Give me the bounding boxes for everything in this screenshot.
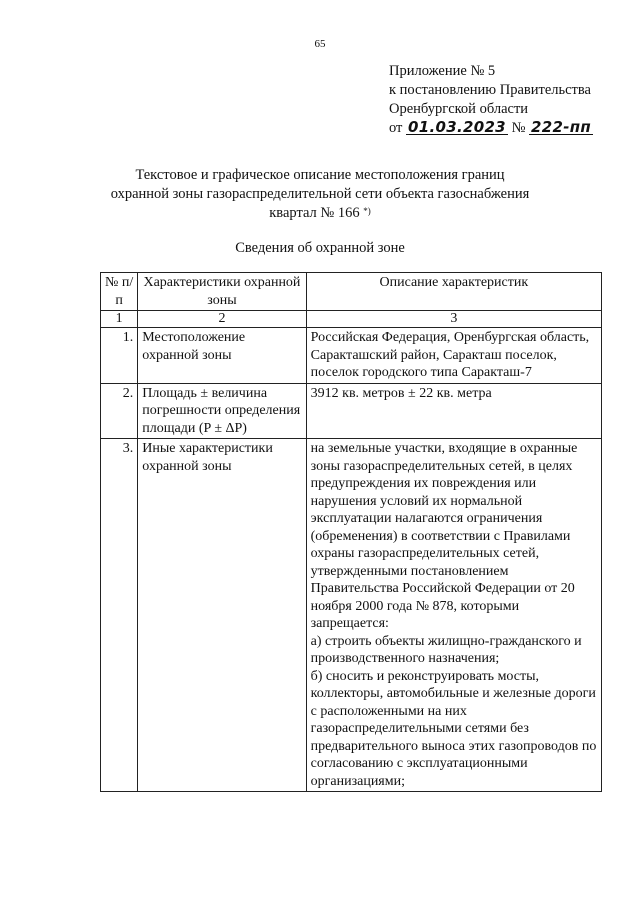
title-quarter: квартал № 166 — [269, 205, 360, 221]
row-number: 3. — [101, 439, 138, 792]
table-row — [101, 439, 602, 792]
header-number: № п/п — [101, 273, 138, 311]
row-characteristic: Иные характеристики охранной зоны — [138, 439, 306, 792]
handwritten-number: 222-пп — [531, 118, 592, 136]
table-header-row — [101, 273, 602, 311]
index-cell: 2 — [138, 311, 306, 328]
appendix-line-3: Оренбургской области — [389, 101, 529, 117]
title-line-2: охранной зоны газораспределительной сети объекта газоснабжения — [110, 186, 530, 202]
index-cell: 1 — [101, 311, 138, 328]
footnote-mark: *) — [363, 206, 371, 216]
section-subtitle: Сведения об охранной зоне — [235, 240, 405, 256]
appendix-line-2: к постановлению Правительства — [389, 82, 591, 98]
appendix-block — [389, 62, 629, 138]
description-item-a: а) строить объекты жилищно-гражданского и производственного назначения; — [310, 633, 582, 666]
header-characteristics: Характеристики охранной зоны — [138, 273, 306, 311]
zone-table — [100, 272, 602, 792]
document-title — [0, 166, 640, 223]
row-number: 1. — [101, 328, 138, 384]
description-intro: на земельные участки, входящие в охранные зоны газораспределительных сетей, в целях предупреждения их повреждения или нарушения условий их нормальной эксплуатации налагаются ограничения (обременения) в соответствии с Правилами охраны газораспределительных сетей, утвержденными постановлением Правительства Российской Федерации от 20 ноября 2000 года № 878, которыми запрещается: — [310, 441, 578, 631]
index-cell: 3 — [306, 311, 601, 328]
header-description: Описание характеристик — [306, 273, 601, 311]
number-prefix: № — [511, 120, 526, 136]
row-description: 3912 кв. метров ± 22 кв. метра — [306, 383, 601, 439]
row-description: Российская Федерация, Оренбургская область, Саракташский район, Саракташ поселок, поселок городского типа Саракташ-7 — [306, 328, 601, 384]
table-row — [101, 328, 602, 384]
row-description — [306, 439, 601, 792]
handwritten-date: 01.03.2023 — [408, 118, 506, 136]
description-item-b: б) сносить и реконструировать мосты, коллекторы, автомобильные и железные дороги с расположенными на них газораспределительными сетями без предварительного выноса этих газопроводов по согласованию с эксплуатационными организациями; — [310, 668, 597, 789]
page-number: 65 — [314, 38, 326, 50]
date-prefix: от — [389, 120, 403, 136]
table-row — [101, 383, 602, 439]
table-index-row — [101, 311, 602, 328]
row-number: 2. — [101, 383, 138, 439]
row-characteristic: Площадь ± величина погрешности определения площади (P ± ΔP) — [138, 383, 306, 439]
appendix-date-line — [389, 119, 629, 138]
title-line-3 — [0, 204, 640, 223]
appendix-title: Приложение № 5 — [389, 63, 496, 79]
row-characteristic: Местоположение охранной зоны — [138, 328, 306, 384]
title-line-1: Текстовое и графическое описание местоположения границ — [135, 167, 505, 183]
